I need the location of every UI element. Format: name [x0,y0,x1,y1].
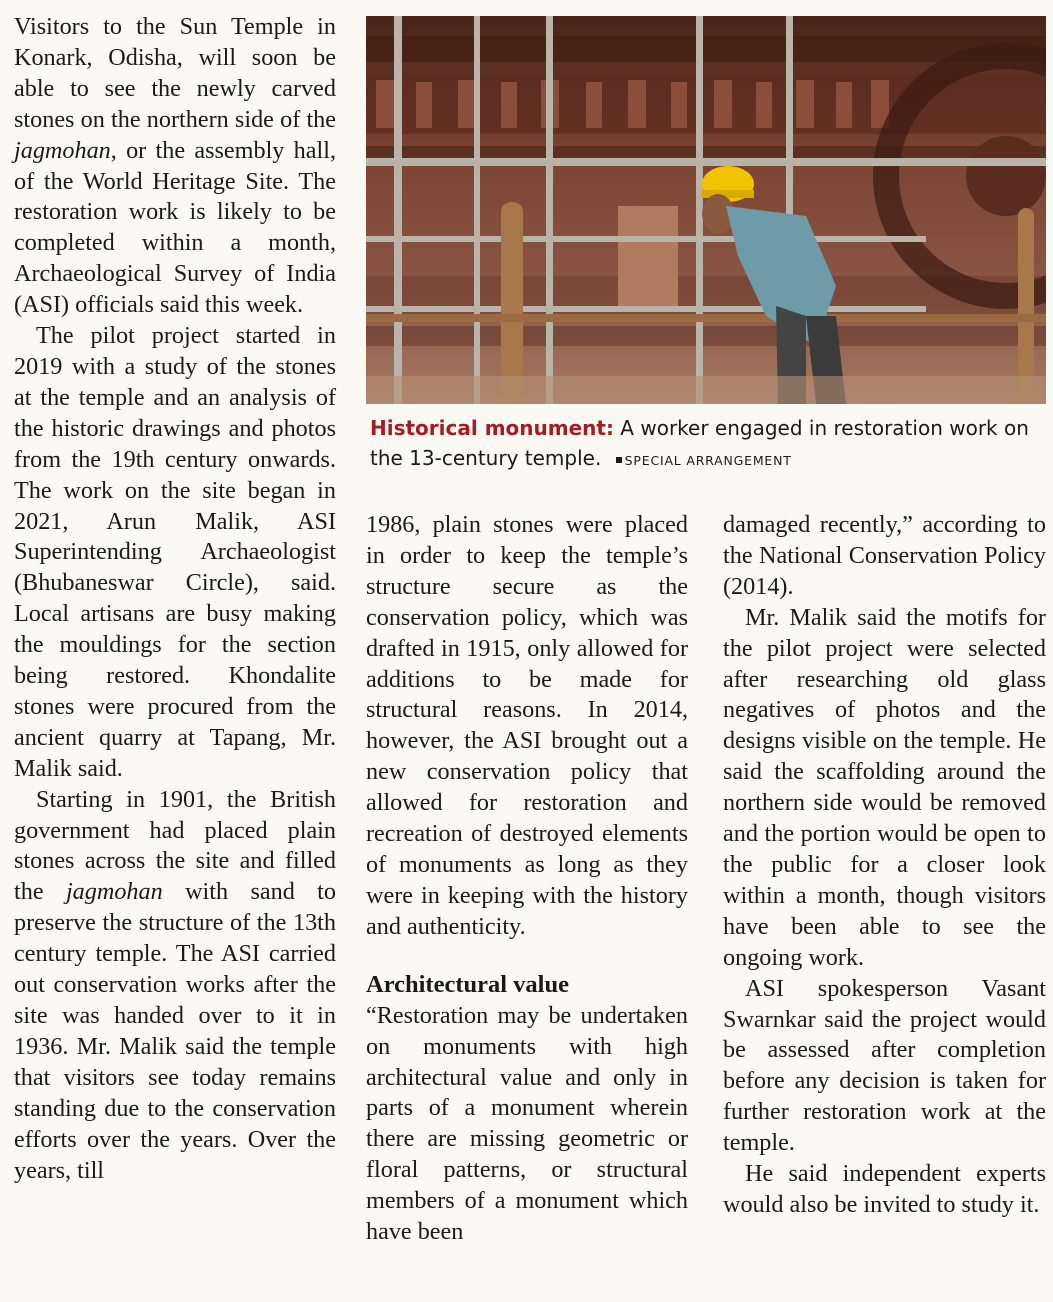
caption-lead: Historical monument: [370,416,614,440]
paragraph: The pilot project started in 2019 with a study of the stones at the temple and an analysis of the historic drawings and photos from the 19th century onwards. The work on the site began in 2021, Arun Malik, ASI Superintending Archaeologist (Bhubaneswar Circle), said. Local artisans are busy making the mouldings for the section being restored. Khondalite stones were procured from the ancient quarry at Tapang, Mr. Malik said. [14,322,336,782]
paragraph: Mr. Malik said the motifs for the pilot project were selected after researching old glass negatives of photos and the designs visible on the temple. He said the scaffolding around the northern side would be removed and the portion would be open to the public for a closer look within a month, though visitors have been able to see the ongoing work. [723,603,1046,971]
paragraph: damaged recently,” according to the National Conservation Policy (2014). [723,511,1046,600]
paragraph: “Restoration may be undertaken on monuments with high architectural value and only in parts of a monument wherein there are missing geometric or floral patterns, or structural members of a monument which have been [366,1001,688,1246]
caption-text: A worker engaged in restoration work on the 13-century temple. [370,416,1029,470]
photo-caption [370,413,1046,476]
square-bullet-icon [616,457,622,463]
paragraph: 1986, plain stones were placed in order to keep the temple’s structure secure as the conservation policy, which was drafted in 1915, only allowed for additions to be made for structural reasons. In 2014, however, the ASI brought out a new conservation policy that allowed for restoration and recreation of destroyed elements of monuments as long as they were in keeping with the history and authenticity. [366,511,688,940]
paragraph: Starting in 1901, the British government had placed plain stones across the site and filled the jagmohan with sand to preserve the structure of the 13th century temple. The ASI carried out conservation works after the site was handed over to it in 1936. Mr. Malik said the temple that visitors see today remains standing due to the conservation efforts over the years. Over the years, till [14,785,336,1184]
paragraph: He said independent experts would also be invited to study it. [723,1160,1046,1218]
article-photo [366,16,1046,404]
article-column-3 [723,510,1046,1221]
photo-credit-text: SPECIAL ARRANGEMENT [624,453,792,468]
photo-credit [616,453,792,468]
subheading: Architectural value [366,970,569,998]
temple-restoration-photo [366,16,1046,404]
article-column-1 [14,12,336,1186]
paragraph: Visitors to the Sun Temple in Konark, Odisha, will soon be able to see the newly carved stones on the northern side of the jagmohan, or the assembly hall, of the World Heritage Site. The restoration work is likely to be completed within a month, Archaeological Survey of India (ASI) officials said this week. [14,13,336,319]
article-column-2 [366,510,688,1248]
paragraph: ASI spokesperson Vasant Swarnkar said the project would be assessed after completion before any decision is taken for further restoration work at the temple. [723,974,1046,1157]
